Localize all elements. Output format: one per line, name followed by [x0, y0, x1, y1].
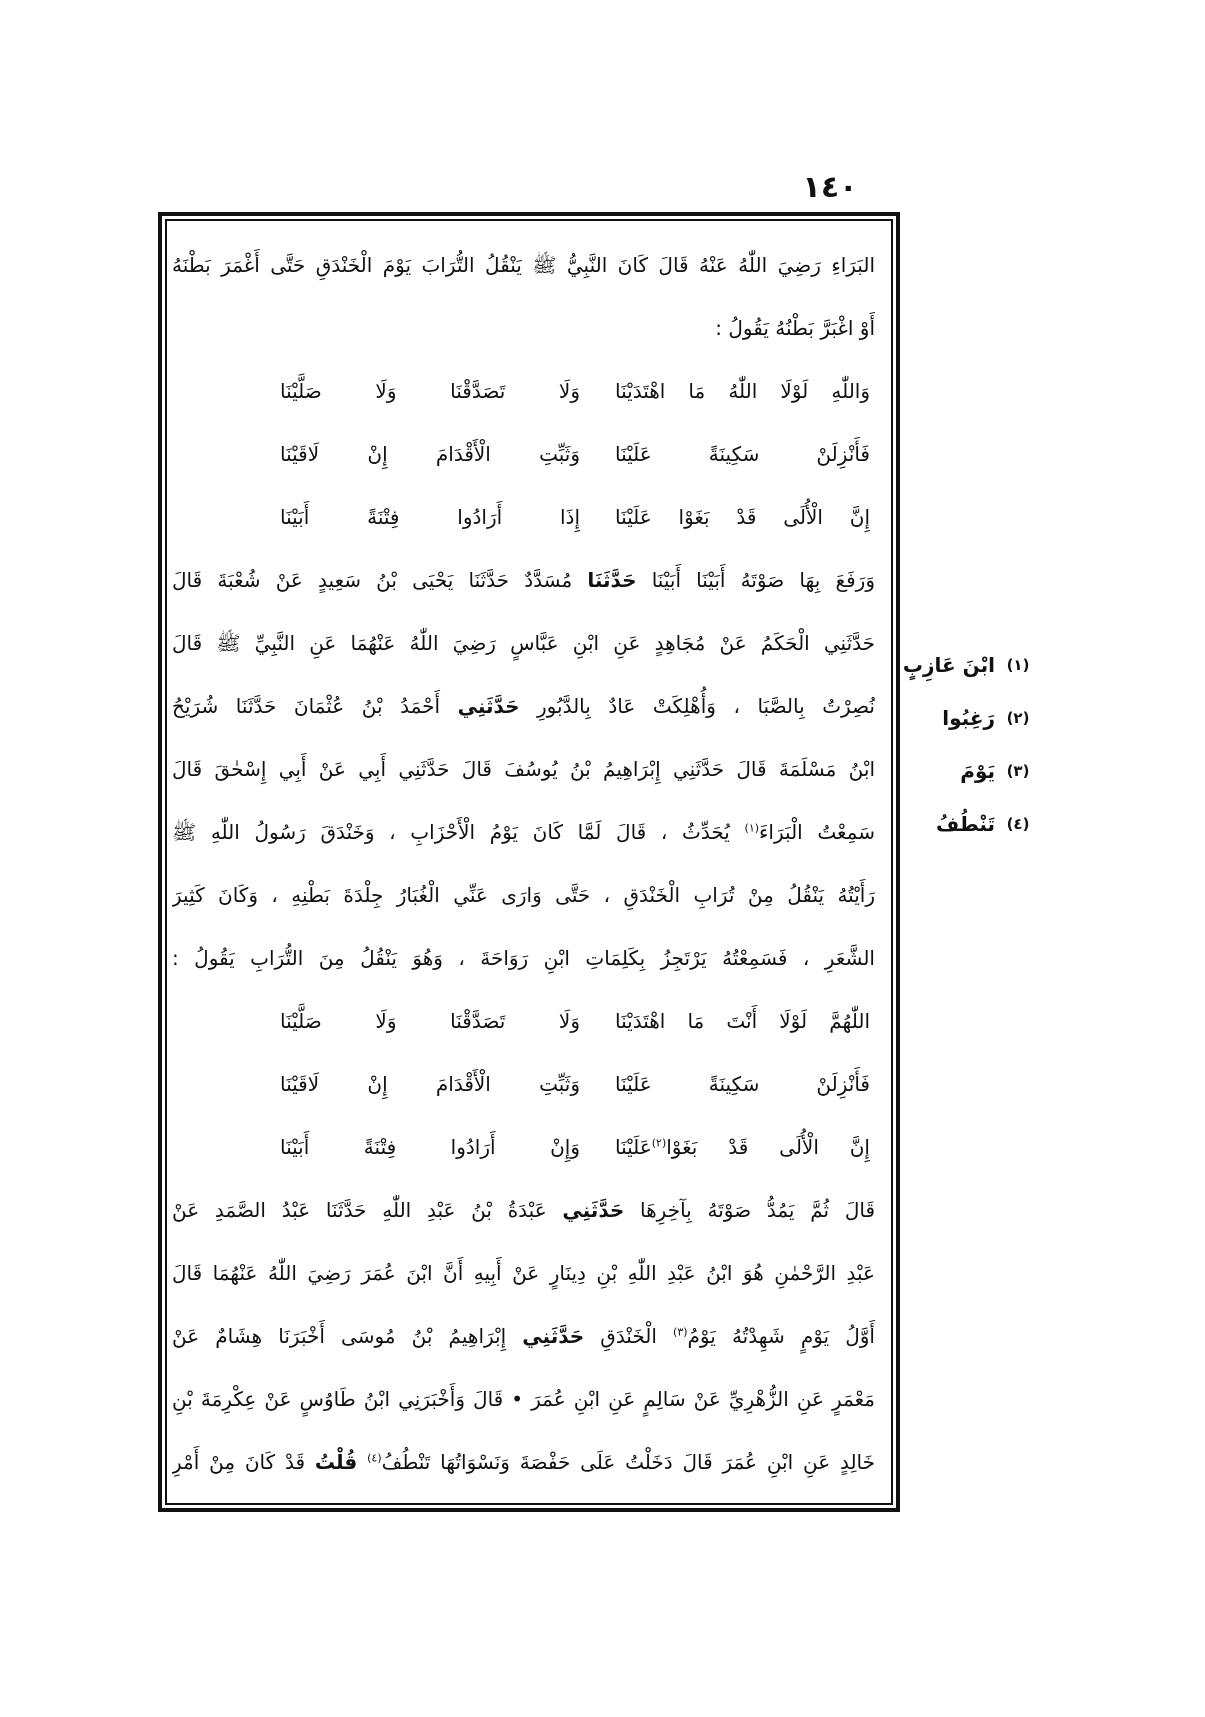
text-run: أَوْ اغْبَرَّ بَطْنُهُ يَقُولُ :	[715, 316, 875, 340]
text-run: مَعْمَرٍ عَنِ الزُّهْرِيِّ عَنْ سَالِمٍ عَنِ ابْنِ عُمَرَ • قَالَ وَأَخْبَرَنِي ابْنُ طَاوُسٍ عَنْ عِكْرِمَةَ بْنِ	[172, 1387, 875, 1411]
text-run: البَرَاءِ رَضِيَ اللّٰهُ عَنْهُ قَالَ كَانَ النَّبِيُّ ﷺ يَنْقُلُ التُّرَابَ يَوْمَ الْخَنْدَقِ حَتَّى أَغْمَرَ بَطْنَهُ	[172, 253, 875, 277]
margin-note-text: رَغِبُوا	[942, 705, 995, 730]
text-run: سَمِعْتُ الْبَرَاءَ	[759, 820, 875, 844]
page-number: ١٤٠	[802, 170, 858, 205]
text-run: أَوَّلُ يَوْمٍ شَهِدْتُهُ يَوْمُ	[687, 1324, 875, 1348]
verse-second-hemistich	[280, 486, 580, 549]
text-run: رَأَيْتُهُ يَنْقُلُ مِنْ تُرَابِ الْخَنْدَقِ ، حَتَّى وَارَى عَنِّي الْغُبَارُ جِلْدَةَ بَطْنِهِ ، وَكَانَ كَثِيرَ	[172, 883, 875, 907]
verse-line	[172, 486, 875, 549]
verse-second-hemistich	[280, 1053, 580, 1116]
verse-second-hemistich	[280, 1116, 580, 1179]
text-run: وَلَا تَصَدَّقْنَا وَلَا صَلَّيْنَا	[280, 379, 580, 403]
text-run: نُصِرْتُ بِالصَّبَا ، وَأُهْلِكَتْ عَادٌ بِالدَّبُورِ	[519, 694, 875, 718]
text-run: فَأَنْزِلَنْ سَكِينَةً عَلَيْنَا	[615, 1072, 870, 1096]
verse-first-hemistich	[615, 1053, 870, 1116]
text-run: عَلَيْنَا	[615, 1135, 652, 1159]
text-line	[172, 1242, 875, 1305]
text-run: فَأَنْزِلَنْ سَكِينَةً عَلَيْنَا	[615, 442, 870, 466]
text-line	[172, 549, 875, 612]
text-run: مُسَدَّدٌ حَدَّثَنَا يَحْيَى بْنُ سَعِيدٍ عَنْ شُعْبَةَ قَالَ	[172, 568, 588, 592]
footnote-marker: (١)	[744, 821, 760, 835]
text-run: ابْنُ مَسْلَمَةَ قَالَ حَدَّثَنِي إِبْرَاهِيمُ بْنُ يُوسُفَ قَالَ حَدَّثَنِي أَبِي عَنْ أَبِي إِسْحٰقَ قَالَ	[172, 757, 875, 781]
text-run: الْخَنْدَقِ	[584, 1324, 674, 1348]
text-line	[172, 612, 875, 675]
text-run: قَدْ كَانَ مِنْ أَمْرِ	[172, 1450, 315, 1474]
text-run: وَإِنْ أَرَادُوا فِتْنَةً أَبَيْنَا	[280, 1135, 580, 1159]
text-frame	[158, 212, 900, 1512]
margin-note-text: تَنْطُفُ	[936, 811, 995, 836]
text-line	[172, 738, 875, 801]
main-text	[172, 234, 875, 1494]
text-line	[172, 297, 875, 360]
text-run: عَبْدَةُ بْنُ عَبْدِ اللّٰهِ حَدَّثَنَا عَبْدُ الصَّمَدِ عَنْ	[172, 1198, 563, 1222]
narration-keyword: حَدَّثَنِي	[562, 1198, 625, 1222]
narration-keyword: حَدَّثَنَا	[587, 568, 637, 592]
text-line	[172, 801, 875, 864]
text-run: قَالَ ثُمَّ يَمُدُّ صَوْتَهُ بِآخِرِهَا	[624, 1198, 875, 1222]
verse-line	[172, 423, 875, 486]
verse-first-hemistich	[615, 1116, 870, 1179]
text-run: إِنَّ الْأُلَى قَدْ بَغَوْا	[666, 1135, 870, 1159]
verse-line	[172, 990, 875, 1053]
margin-note	[902, 638, 1033, 691]
text-run: وَثَبِّتِ الْأَقْدَامَ إِنْ لَاقَيْنَا	[280, 442, 580, 466]
narration-keyword: حَدَّثَنِي	[522, 1324, 585, 1348]
text-run: أَحْمَدُ بْنُ عُثْمَانَ حَدَّثَنَا شُرَيْحُ	[172, 694, 458, 718]
footnote-marker: (٢)	[651, 1136, 667, 1150]
text-line	[172, 1368, 875, 1431]
margin-note-number: (٣)	[1006, 761, 1030, 780]
margin-notes	[902, 638, 1033, 850]
margin-note	[908, 797, 1033, 850]
text-line	[172, 234, 875, 297]
verse-line	[172, 360, 875, 423]
footnote-marker: (٤)	[367, 1451, 382, 1465]
narration-keyword: حَدَّثَنِي	[457, 694, 520, 718]
text-line	[172, 927, 875, 990]
margin-note-number: (٤)	[1006, 814, 1030, 833]
text-run: خَالِدٍ عَنِ ابْنِ عُمَرَ قَالَ دَخَلْتُ عَلَى حَفْصَةَ وَنَسْوَاتُهَا تَنْطُفُ	[381, 1450, 875, 1474]
verse-first-hemistich	[615, 360, 870, 423]
text-run: وَرَفَعَ بِهَا صَوْتَهُ أَبَيْنَا أَبَيْنَا	[636, 568, 875, 592]
verse-second-hemistich	[280, 360, 580, 423]
text-run: إِبْرَاهِيمُ بْنُ مُوسَى أَخْبَرَنَا هِشَامٌ عَنْ	[172, 1324, 523, 1348]
text-run: الشَّعَرِ ، فَسَمِعْتُهُ يَرْتَجِزُ بِكَلِمَاتِ ابْنِ رَوَاحَةَ ، وَهُوَ يَنْقُلُ مِنَ التُّرَابِ يَقُولُ :	[172, 946, 875, 970]
verse-line	[172, 1116, 875, 1179]
text-run: وَاللّٰهِ لَوْلَا اللّٰهُ مَا اهْتَدَيْنَا	[615, 379, 870, 403]
text-run	[357, 1450, 367, 1474]
text-line	[172, 1305, 875, 1368]
text-line	[172, 1179, 875, 1242]
verse-second-hemistich	[280, 423, 580, 486]
verse-first-hemistich	[615, 990, 870, 1053]
text-run: وَثَبِّتِ الْأَقْدَامَ إِنْ لَاقَيْنَا	[280, 1072, 580, 1096]
text-line	[172, 675, 875, 738]
text-run: حَدَّثَنِي الْحَكَمُ عَنْ مُجَاهِدٍ عَنِ ابْنِ عَبَّاسٍ رَضِيَ اللّٰهُ عَنْهُمَا عَنِ النَّبِيِّ ﷺ قَالَ	[172, 631, 875, 655]
verse-line	[172, 1053, 875, 1116]
verse-first-hemistich	[615, 486, 870, 549]
text-run: يُحَدِّثُ ، قَالَ لَمَّا كَانَ يَوْمُ الْأَحْزَابِ ، وَخَنْدَقَ رَسُولُ اللّٰهِ ﷺ	[172, 820, 745, 844]
margin-note-text: ابْنَ عَازِبٍ	[902, 652, 995, 677]
narration-keyword: قُلْتُ	[314, 1450, 358, 1474]
verse-second-hemistich	[280, 990, 580, 1053]
text-line	[172, 1431, 875, 1494]
margin-note-text: يَوْمَ	[960, 758, 995, 783]
text-line	[172, 864, 875, 927]
margin-note	[908, 691, 1033, 744]
text-run: وَلَا تَصَدَّقْنَا وَلَا صَلَّيْنَا	[280, 1009, 580, 1033]
verse-first-hemistich	[615, 423, 870, 486]
margin-note-number: (٢)	[1006, 708, 1030, 727]
text-run: إِنَّ الْأُلَى قَدْ بَغَوْا عَلَيْنَا	[615, 505, 870, 529]
margin-note-number: (١)	[1006, 655, 1030, 674]
text-run: إِذَا أَرَادُوا فِتْنَةً أَبَيْنَا	[280, 505, 580, 529]
text-run: اللّٰهُمَّ لَوْلَا أَنْتَ مَا اهْتَدَيْنَا	[615, 1009, 870, 1033]
text-run: عَبْدِ الرَّحْمٰنِ هُوَ ابْنُ عَبْدِ اللّٰهِ بْنِ دِينَارٍ عَنْ أَبِيهِ أَنَّ ابْنَ عُمَرَ رَضِيَ اللّٰهُ عَنْهُمَا قَالَ	[172, 1261, 875, 1285]
margin-note	[908, 744, 1033, 797]
footnote-marker: (٣)	[673, 1325, 688, 1339]
